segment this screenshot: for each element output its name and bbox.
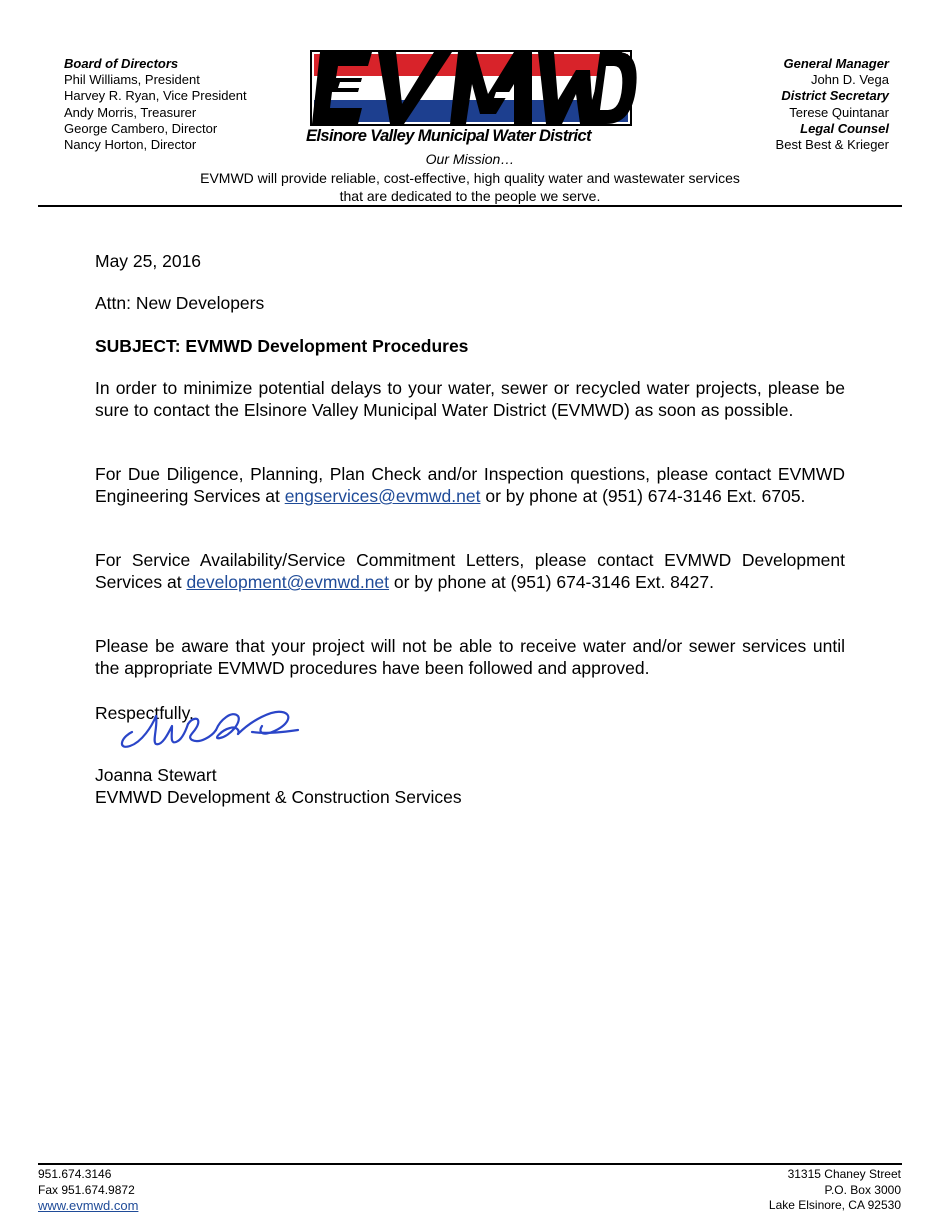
footer-phone: 951.674.3146 bbox=[38, 1167, 112, 1181]
mission-line: that are dedicated to the people we serve. bbox=[339, 188, 601, 204]
paragraph-notice: Please be aware that your project will not be able to receive water and/or sewer services until the appropriate EVMWD procedures have been followed and approved. bbox=[95, 636, 845, 678]
signer-title: EVMWD Development & Construction Services bbox=[95, 787, 462, 807]
district-secretary-name: Terese Quintanar bbox=[789, 104, 889, 120]
board-of-directors bbox=[64, 56, 247, 153]
general-manager-name: John D. Vega bbox=[810, 72, 889, 88]
header-divider bbox=[38, 205, 902, 207]
legal-counsel-name: Best Best & Krieger bbox=[775, 137, 889, 153]
district-staff bbox=[776, 56, 889, 153]
footer-pobox: P.O. Box 3000 bbox=[824, 1182, 901, 1197]
mission-line: EVMWD will provide reliable, cost-effective, high quality water and wastewater services bbox=[200, 170, 740, 186]
engservices-email-link[interactable]: engservices@evmwd.net bbox=[284, 486, 481, 506]
paragraph-development bbox=[95, 549, 845, 593]
board-member: Nancy Horton, Director bbox=[64, 137, 197, 153]
paragraph-text: or by phone at (951) 674-3146 Ext. 6705. bbox=[480, 486, 806, 506]
subject-line: SUBJECT: EVMWD Development Procedures bbox=[95, 336, 469, 356]
paragraph-text: For Due Diligence, Planning, Plan Check and/or Inspection questions, please contact EVMWD Engineering Services at bbox=[95, 464, 845, 506]
board-member: Harvey R. Ryan, Vice President bbox=[64, 88, 247, 104]
footer-street: 31315 Chaney Street bbox=[787, 1167, 901, 1181]
website-link[interactable]: www.evmwd.com bbox=[38, 1198, 139, 1213]
board-member: Phil Williams, President bbox=[64, 72, 200, 88]
board-label: Board of Directors bbox=[64, 56, 179, 71]
paragraph-text: For Service Availability/Service Commitment Letters, please contact EVMWD Development Services at bbox=[95, 550, 845, 592]
board-member: Andy Morris, Treasurer bbox=[64, 104, 197, 120]
signer-name: Joanna Stewart bbox=[95, 765, 217, 785]
closing: Respectfully, bbox=[95, 703, 194, 723]
development-email-link[interactable]: development@evmwd.net bbox=[186, 572, 390, 592]
general-manager-label: General Manager bbox=[783, 56, 889, 71]
paragraph-text: or by phone at (951) 674-3146 Ext. 8427. bbox=[389, 572, 714, 592]
signature bbox=[112, 696, 312, 758]
footer-address bbox=[769, 1167, 901, 1214]
paragraph-intro: In order to minimize potential delays to your water, sewer or recycled water projects, please be sure to contact the Elsinore Valley Municipal Water District (EVMWD) as soon as possible. bbox=[95, 378, 845, 420]
footer-contact bbox=[38, 1167, 138, 1215]
paragraph-engineering bbox=[95, 463, 845, 507]
footer-divider bbox=[38, 1163, 902, 1165]
letter-date: May 25, 2016 bbox=[95, 251, 202, 271]
mission-label: Our Mission… bbox=[425, 151, 515, 167]
mission-statement bbox=[0, 169, 940, 205]
district-name: Elsinore Valley Municipal Water District bbox=[306, 127, 592, 145]
attention-line: Attn: New Developers bbox=[95, 293, 265, 313]
footer-city: Lake Elsinore, CA 92530 bbox=[768, 1198, 901, 1212]
board-member: George Cambero, Director bbox=[64, 120, 218, 136]
footer-fax: Fax 951.674.9872 bbox=[38, 1182, 135, 1197]
legal-counsel-label: Legal Counsel bbox=[800, 120, 889, 136]
district-secretary-label: District Secretary bbox=[781, 88, 889, 104]
